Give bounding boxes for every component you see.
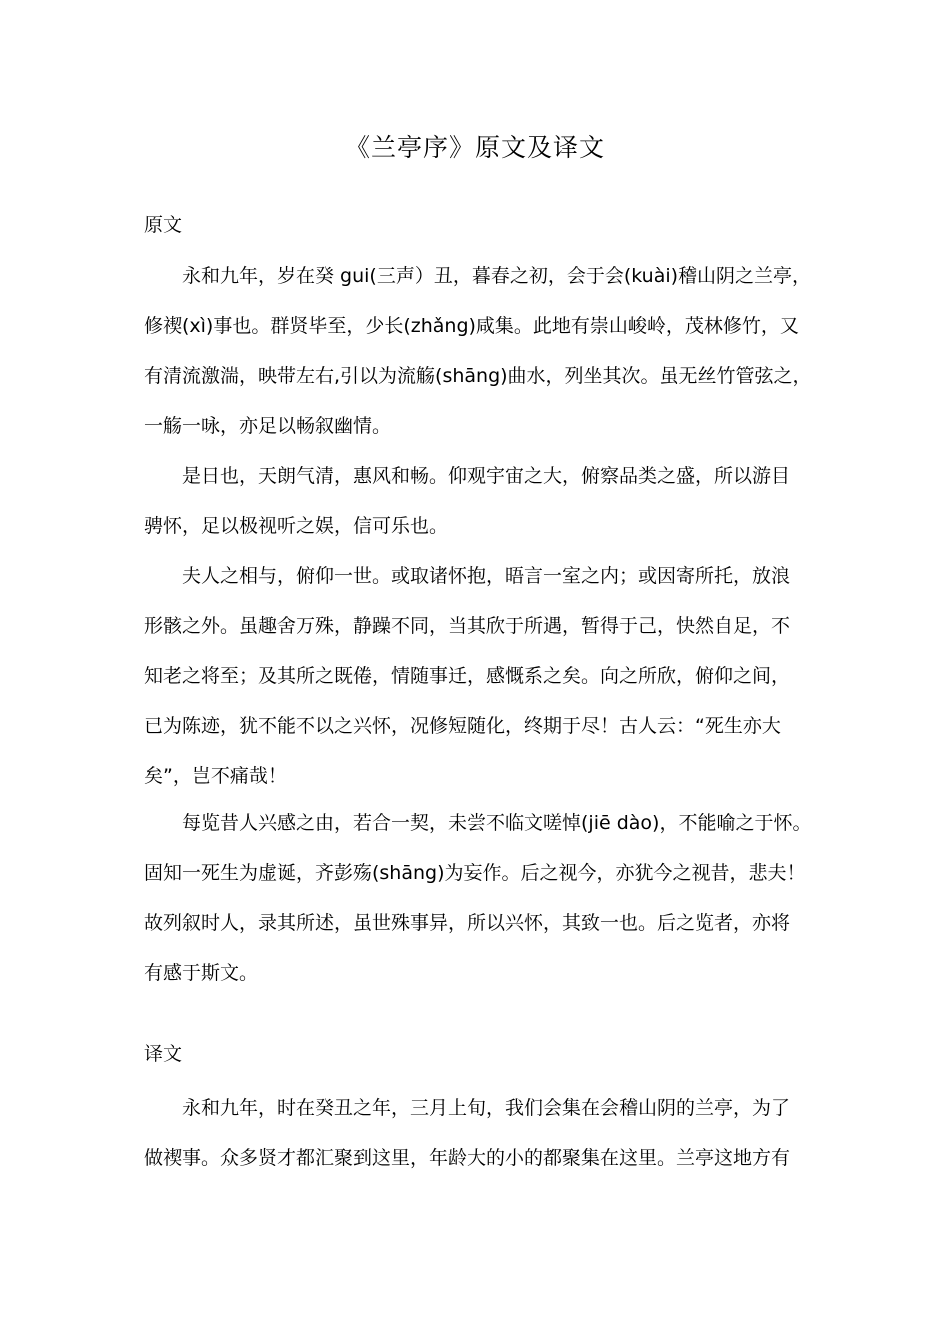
paragraph-translation-1 (144, 1083, 814, 1183)
paragraph-original-1 (144, 251, 814, 451)
paragraph-original-4 (144, 798, 814, 998)
text-line: 骋怀，足以极视听之娱，信可乐也。 (144, 515, 449, 537)
text-line: 故列叙时人，录其所述，虽世殊事异，所以兴怀，其致一也。后之览者，亦将 (144, 912, 791, 934)
paragraph-original-3 (144, 551, 814, 801)
document-title: 《兰亭序》原文及译文 (344, 133, 605, 162)
text-line: 已为陈迹，犹不能不以之兴怀，况修短随化，终期于尽！古人云：“死生亦大 (144, 715, 781, 737)
text-line: 有感于斯文。 (144, 962, 259, 984)
text-line: 矣”，岂不痛哉！ (144, 765, 287, 787)
text-line: 有清流激湍，映带左右,引以为流觞(shāng)曲水，列坐其次。虽无丝竹管弦之， (144, 365, 812, 387)
text-line: 每览昔人兴感之由，若合一契，未尝不临文嗟悼(jiē dào)，不能喻之于怀。 (182, 812, 812, 834)
text-line: 固知一死生为虚诞，齐彭殇(shāng)为妄作。后之视今，亦犹今之视昔，悲夫！ (144, 862, 806, 884)
text-line: 永和九年，岁在癸 gui(三声）丑，暮春之初，会于会(kuài)稽山阴之兰亭， (182, 265, 812, 287)
text-line: 夫人之相与，俯仰一世。或取诸怀抱，晤言一室之内；或因寄所托，放浪 (182, 565, 791, 587)
text-line: 永和九年，时在癸丑之年，三月上旬，我们会集在会稽山阴的兰亭，为了 (182, 1097, 791, 1119)
text-line: 修禊(xì)事也。群贤毕至，少长(zhǎng)咸集。此地有崇山峻岭，茂林修竹，又 (144, 315, 799, 337)
section-heading-translation: 译文 (144, 1043, 183, 1065)
paragraph-original-2 (144, 451, 814, 551)
section-heading-original: 原文 (144, 214, 183, 236)
text-line: 做禊事。众多贤才都汇聚到这里，年龄大的小的都聚集在这里。兰亭这地方有 (144, 1147, 791, 1169)
text-line: 一觞一咏，亦足以畅叙幽情。 (144, 415, 392, 437)
text-line: 形骸之外。虽趣舍万殊，静躁不同，当其欣于所遇，暂得于己，快然自足，不 (144, 615, 791, 637)
text-line: 是日也，天朗气清，惠风和畅。仰观宇宙之大，俯察品类之盛，所以游目 (182, 465, 791, 487)
text-line: 知老之将至；及其所之既倦，情随事迁，感慨系之矣。向之所欣，俯仰之间， (144, 665, 791, 687)
